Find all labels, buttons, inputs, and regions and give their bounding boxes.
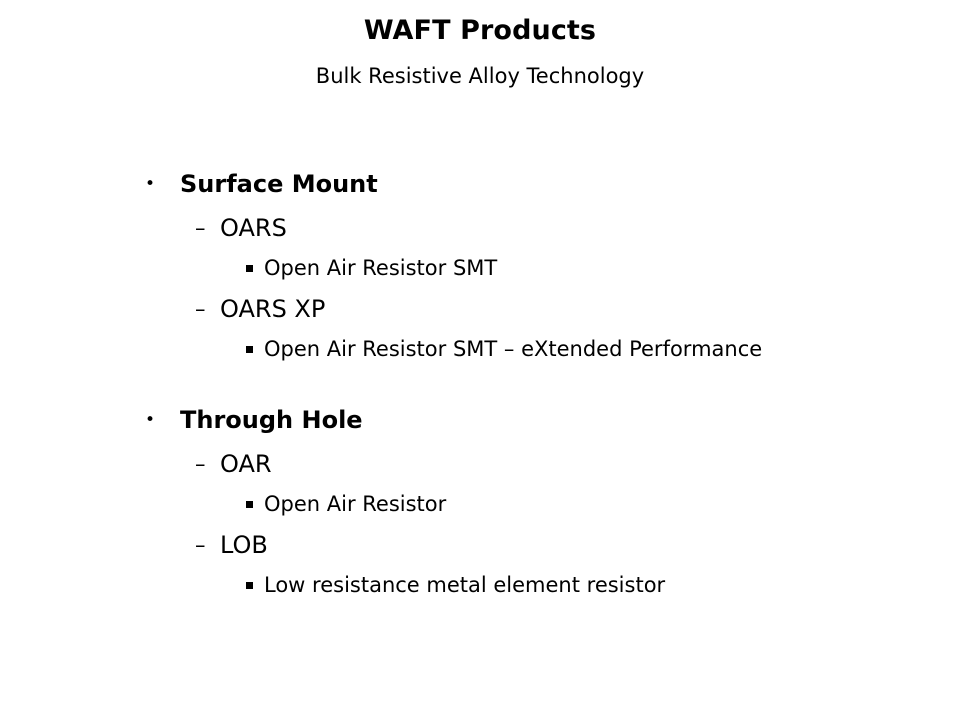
bullet-level2-label: OARS — [220, 214, 287, 242]
bullet-dash-icon: – — [195, 297, 206, 321]
bullet-level3-label: Open Air Resistor SMT — [264, 256, 498, 280]
bullet-level1-label: Through Hole — [180, 406, 363, 434]
bullet-dash-icon: – — [195, 533, 206, 557]
bullet-level2 — [0, 213, 960, 243]
bullet-level2-label: LOB — [220, 531, 268, 559]
bullet-level2 — [0, 294, 960, 324]
bullet-level3 — [0, 336, 960, 363]
bullet-level2 — [0, 530, 960, 560]
bullet-level1-label: Surface Mount — [180, 170, 378, 198]
bullet-dash-icon: – — [195, 452, 206, 476]
bullet-square-icon — [246, 491, 260, 518]
bullet-dash-icon: – — [195, 216, 206, 240]
bullet-level2 — [0, 449, 960, 479]
bullet-level1 — [0, 168, 960, 201]
bullet-level3 — [0, 255, 960, 282]
outline-group — [0, 404, 960, 599]
bullet-level2-label: OAR — [220, 450, 272, 478]
bullet-level1 — [0, 404, 960, 437]
bullet-level3 — [0, 572, 960, 599]
bullet-level3-label: Open Air Resistor SMT – eXtended Performance — [264, 337, 763, 361]
bullet-level3 — [0, 491, 960, 518]
bullet-dot-icon: • — [145, 410, 156, 430]
outline-group — [0, 168, 960, 363]
bullet-level2-label: OARS XP — [220, 295, 326, 323]
bullet-square-icon — [246, 572, 260, 599]
slide-subtitle: Bulk Resistive Alloy Technology — [315, 64, 645, 88]
title-area — [0, 14, 960, 89]
slide-title: WAFT Products — [363, 15, 597, 46]
bullet-level3-label: Low resistance metal element resistor — [264, 573, 666, 597]
bullet-square-icon — [246, 255, 260, 282]
bullet-square-icon — [246, 336, 260, 363]
slide-body — [0, 168, 960, 599]
bullet-dot-icon: • — [145, 174, 156, 194]
bullet-level3-label: Open Air Resistor — [264, 492, 447, 516]
